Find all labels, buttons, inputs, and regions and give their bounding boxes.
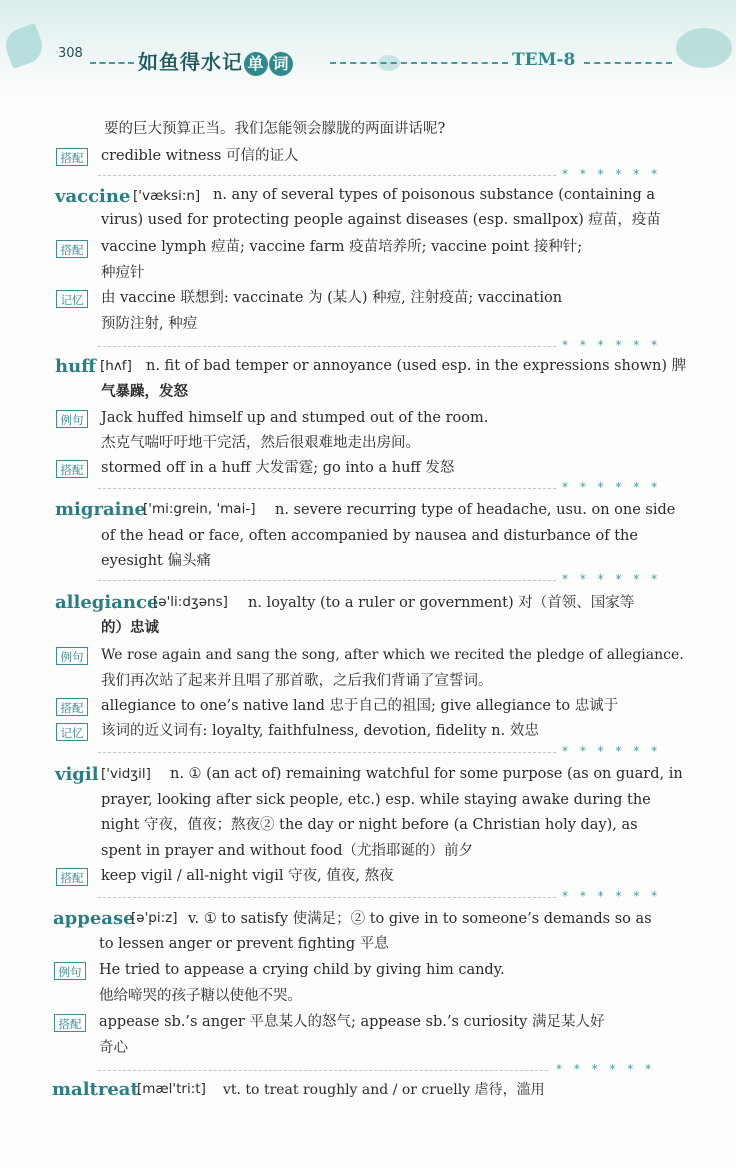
importance-stars: * * * * * * — [562, 572, 662, 586]
entry-separator — [98, 346, 556, 347]
collocation-text: 种痘针 — [101, 265, 145, 281]
example-sentence: He tried to appease a crying child by giving him candy. — [99, 962, 505, 978]
entry-separator — [98, 488, 556, 489]
example-translation: 杰克气喘吁吁地干完活，然后很艰难地走出房间。 — [101, 435, 420, 451]
definition-line: n. ① (an act of) remaining watchful for some purpose (as on guard, in — [170, 766, 683, 782]
collocation-tag: 搭配 — [54, 1014, 86, 1032]
definition-line: prayer, looking after sick people, etc.) esp. while staying awake during the — [101, 792, 651, 808]
pronunciation: [ə'li:dʒəns] — [153, 594, 228, 610]
entry-separator — [98, 1070, 548, 1071]
collocation-text: credible witness 可信的证人 — [101, 148, 299, 164]
collocation-tag: 搭配 — [56, 240, 88, 258]
definition-line: night 守夜，值夜；熬夜② the day or night before (a Christian holy day), as — [101, 817, 638, 833]
example-tag: 例句 — [56, 647, 88, 665]
flower-decoration-icon — [676, 28, 732, 68]
collocation-tag: 搭配 — [56, 868, 88, 886]
headword: migraine — [55, 499, 146, 520]
collocation-tag: 搭配 — [56, 698, 88, 716]
definition-line: 的）忠诚 — [101, 619, 159, 636]
collocation-text: appease sb.’s anger 平息某人的怒气; appease sb.’s curiosity 满足某人好 — [99, 1014, 605, 1030]
pronunciation: [ə'pi:z] — [131, 910, 178, 926]
pronunciation: [hʌf] — [100, 358, 132, 374]
definition-line: n. loyalty (to a ruler or government) 对（首领、国家等 — [248, 595, 635, 611]
importance-stars: * * * * * * — [562, 480, 662, 494]
entry-separator — [98, 752, 556, 753]
entry-separator — [98, 175, 556, 176]
definition-line: n. severe recurring type of headache, usu. on one side — [275, 502, 676, 518]
pronunciation: ['mi:grein, 'mai-] — [143, 501, 256, 517]
definition-line: 气暴躁，发怒 — [101, 383, 188, 400]
importance-stars: * * * * * * — [556, 1062, 656, 1076]
headword: maltreat — [52, 1079, 139, 1100]
example-translation: 我们再次站了起来并且唱了那首歌，之后我们背诵了宣誓词。 — [101, 673, 493, 689]
header-rule — [330, 62, 508, 64]
memory-tag: 记忆 — [56, 723, 88, 741]
example-sentence: We rose again and sang the song, after which we recited the pledge of allegiance. — [101, 647, 684, 663]
pronunciation: ['vidʒil] — [101, 766, 151, 782]
headword: vaccine — [55, 186, 131, 207]
headword: allegiance — [55, 592, 159, 613]
headword: huff — [55, 356, 96, 377]
importance-stars: * * * * * * — [562, 167, 662, 181]
pronunciation: ['væksi:n] — [133, 188, 201, 204]
importance-stars: * * * * * * — [562, 889, 662, 903]
definition-line: of the head or face, often accompanied by nausea and disturbance of the — [101, 528, 638, 544]
definition-line: vt. to treat roughly and / or cruelly 虐待，滥用 — [223, 1082, 545, 1098]
memory-text: 预防注射, 种痘 — [101, 316, 198, 332]
leaf-decoration-icon — [1, 23, 47, 69]
header-rule — [90, 62, 134, 64]
headword: vigil — [55, 764, 99, 785]
entry-separator — [98, 897, 556, 898]
book-title: 如鱼得水记 单 词 — [138, 46, 293, 76]
example-sentence: Jack huffed himself up and stumped out of the room. — [101, 410, 489, 426]
header-rule — [584, 62, 672, 64]
definition-line: n. any of several types of poisonous substance (containing a — [213, 187, 656, 203]
definition-line: n. fit of bad temper or annoyance (used esp. in the expressions shown) 脾 — [146, 358, 687, 374]
headword: appease — [53, 908, 135, 929]
series-label: TEM-8 — [512, 50, 576, 70]
entry-separator — [98, 580, 556, 581]
collocation-text: vaccine lymph 痘苗; vaccine farm 疫苗培养所; vaccine point 接种针; — [101, 239, 583, 255]
continuation-line: 要的巨大预算正当。我们怎能领会朦胧的两面讲话呢? — [104, 121, 446, 137]
definition-line: to lessen anger or prevent fighting 平息 — [99, 936, 389, 952]
importance-stars: * * * * * * — [562, 338, 662, 352]
collocation-text: keep vigil / all-night vigil 守夜, 值夜, 熬夜 — [101, 868, 394, 884]
collocation-tag: 搭配 — [56, 148, 88, 166]
definition-line: eyesight 偏头痛 — [101, 553, 211, 569]
collocation-text: stormed off in a huff 大发雷霆; go into a huff 发怒 — [101, 460, 455, 476]
collocation-text: 奇心 — [99, 1040, 128, 1056]
page-header — [0, 0, 736, 96]
collocation-tag: 搭配 — [56, 460, 88, 478]
collocation-text: allegiance to one’s native land 忠于自己的祖国; give allegiance to 忠诚于 — [101, 698, 619, 714]
example-tag: 例句 — [56, 410, 88, 428]
pronunciation: [mæl'tri:t] — [137, 1081, 206, 1097]
memory-text: 该词的近义词有: loyalty, faithfulness, devotion, fidelity n. 效忠 — [101, 723, 539, 739]
definition-line: spent in prayer and without food（尤指耶诞的）前夕 — [101, 843, 474, 859]
definition-line: virus) used for protecting people against diseases (esp. smallpox) 痘苗，疫苗 — [101, 212, 661, 228]
memory-tag: 记忆 — [56, 290, 88, 308]
definition-line: v. ① to satisfy 使满足；② to give in to someone’s demands so as — [188, 911, 652, 927]
example-tag: 例句 — [54, 962, 86, 980]
page-number: 308 — [58, 46, 83, 61]
memory-text: 由 vaccine 联想到: vaccinate 为 (某人) 种痘, 注射疫苗; vaccination — [101, 290, 563, 306]
example-translation: 他给啼哭的孩子糖以使他不哭。 — [99, 988, 302, 1004]
importance-stars: * * * * * * — [562, 744, 662, 758]
